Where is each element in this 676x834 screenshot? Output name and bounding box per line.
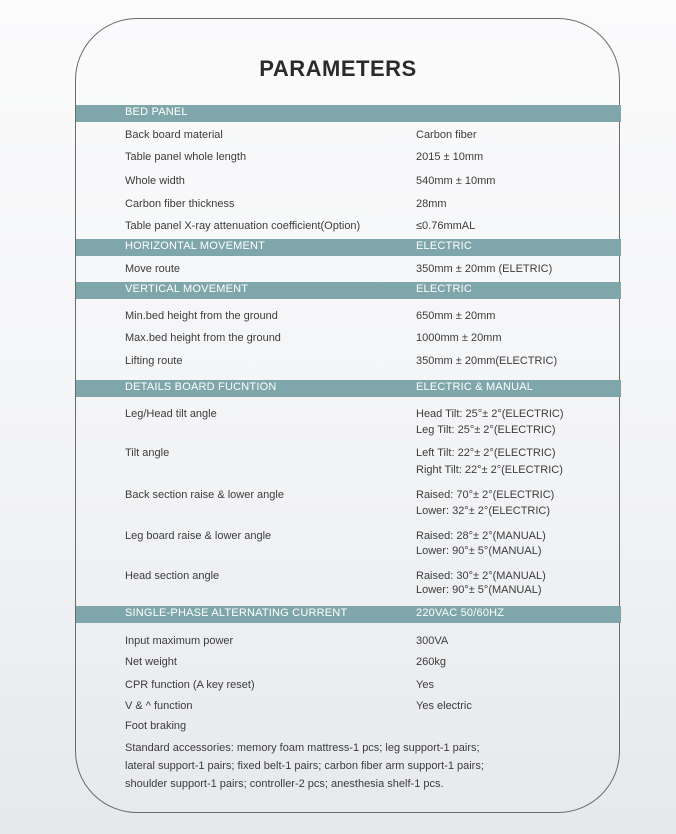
- row-value: Carbon fiber: [416, 129, 477, 141]
- row-label: V & ^ function: [125, 700, 193, 712]
- section-title: BED PANEL: [125, 106, 188, 118]
- page-title: PARAMETERS: [259, 56, 417, 81]
- row-label: Net weight: [125, 656, 177, 668]
- row-value-2: Lower: 32°± 2°(ELECTRIC): [416, 505, 551, 517]
- accessories-line: Standard accessories: memory foam mattress-1 pcs; leg support-1 pairs;: [125, 742, 480, 754]
- row-label: Move route: [125, 263, 181, 275]
- row-label: Whole width: [125, 175, 185, 187]
- row-value: 260kg: [416, 656, 446, 668]
- row-value: Raised: 30°± 2°(MANUAL): [416, 570, 546, 582]
- section-header-vertical-movement: [76, 282, 621, 299]
- row-value: Head Tilt: 25°± 2°(ELECTRIC): [416, 408, 564, 420]
- row-label: Head section angle: [125, 570, 220, 582]
- row-label: CPR function (A key reset): [125, 679, 255, 691]
- row-label: Back board material: [125, 129, 223, 141]
- section-value: ELECTRIC & MANUAL: [416, 381, 534, 393]
- section-header-horizontal-movement: [76, 239, 621, 256]
- row-value: 350mm ± 20mm (ELETRIC): [416, 263, 553, 275]
- row-value: 300VA: [416, 635, 449, 647]
- accessories-line: shoulder support-1 pairs; controller-2 pcs; anesthesia shelf-1 pcs.: [125, 778, 444, 790]
- row-value: Raised: 70°± 2°(ELECTRIC): [416, 489, 555, 501]
- row-label: Input maximum power: [125, 635, 234, 647]
- section-header-details-board: [76, 380, 621, 397]
- row-value-2: Lower: 90°± 5°(MANUAL): [416, 545, 542, 557]
- row-label: Table panel X-ray attenuation coefficient(Option): [125, 220, 361, 232]
- row-value: ≤0.76mmAL: [416, 220, 476, 232]
- row-label: Foot braking: [125, 720, 187, 732]
- accessories-line: lateral support-1 pairs; fixed belt-1 pairs; carbon fiber arm support-1 pairs;: [125, 760, 484, 772]
- row-value-2: Lower: 90°± 5°(MANUAL): [416, 584, 542, 596]
- row-value: 650mm ± 20mm: [416, 310, 496, 322]
- row-label: Carbon fiber thickness: [125, 198, 235, 210]
- row-label: Table panel whole length: [125, 151, 247, 163]
- row-label: Leg board raise & lower angle: [125, 530, 272, 542]
- section-header-bed-panel: [76, 105, 621, 122]
- row-label: Lifting route: [125, 355, 183, 367]
- section-value: ELECTRIC: [416, 283, 472, 295]
- row-label: Max.bed height from the ground: [125, 332, 281, 344]
- row-value: Left Tilt: 22°± 2°(ELECTRIC): [416, 447, 556, 459]
- row-value: 2015 ± 10mm: [416, 151, 484, 163]
- section-title: SINGLE-PHASE ALTERNATING CURRENT: [125, 607, 348, 619]
- row-value: 350mm ± 20mm(ELECTRIC): [416, 355, 558, 367]
- section-title: DETAILS BOARD FUCNTION: [125, 381, 277, 393]
- row-label: Leg/Head tilt angle: [125, 408, 217, 420]
- section-value: 220VAC 50/60HZ: [416, 607, 505, 619]
- section-value: ELECTRIC: [416, 240, 472, 252]
- row-value: 1000mm ± 20mm: [416, 332, 502, 344]
- section-title: VERTICAL MOVEMENT: [125, 283, 249, 295]
- row-label: Back section raise & lower angle: [125, 489, 284, 501]
- row-value: Yes: [416, 679, 434, 691]
- row-value: 28mm: [416, 198, 447, 210]
- row-value-2: Leg Tilt: 25°± 2°(ELECTRIC): [416, 424, 556, 436]
- section-title: HORIZONTAL MOVEMENT: [125, 240, 266, 252]
- row-label: Min.bed height from the ground: [125, 310, 278, 322]
- row-value: Raised: 28°± 2°(MANUAL): [416, 530, 546, 542]
- row-value: Yes electric: [416, 700, 472, 712]
- row-label: Tilt angle: [125, 447, 170, 459]
- row-value: 540mm ± 10mm: [416, 175, 496, 187]
- section-header-power: [76, 606, 621, 623]
- row-value-2: Right Tilt: 22°± 2°(ELECTRIC): [416, 464, 563, 476]
